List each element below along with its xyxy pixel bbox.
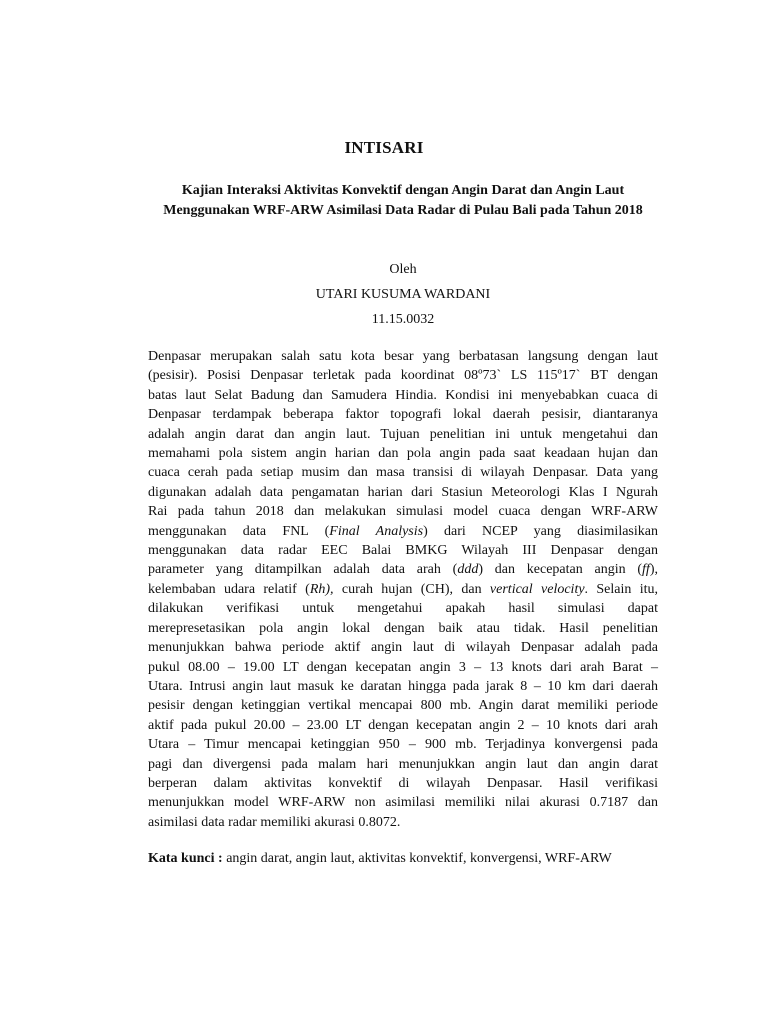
abstract-line bbox=[148, 580, 658, 599]
abstract-text: curah hujan (CH), dan bbox=[333, 581, 490, 597]
abstract-body bbox=[148, 347, 658, 832]
abstract-text: menggunakan data FNL ( bbox=[148, 523, 330, 539]
italic-term: Final Analysis bbox=[329, 523, 424, 539]
abstract-line: Denpasar merupakan salah satu kota besar yang berbatasan langsung dengan laut bbox=[148, 349, 658, 364]
abstract-line: cuaca cerah pada setiap musim dan masa transisi di wilayah Denpasar. Data yang bbox=[148, 465, 658, 481]
italic-term: vertical velocity bbox=[489, 581, 585, 597]
abstract-line: berperan dalam aktivitas konvektif di wilayah Denpasar. Hasil verifikasi bbox=[148, 775, 658, 791]
thesis-title: Kajian Interaksi Aktivitas Konvektif dengan Angin Darat dan Angin Laut Menggunakan WRF-ARW Asimilasi Data Radar di Pulau Bali pada Tahun 2018 bbox=[163, 183, 643, 218]
abstract-line: pesisir dengan ketinggian vertikal mencapai 800 mb. Angin darat memiliki periode bbox=[148, 698, 658, 714]
abstract-line: Utara – Timur mencapai ketinggian 950 – 900 mb. Terjadinya konvergensi pada bbox=[148, 737, 658, 753]
abstract-line: pukul 08.00 – 19.00 LT dengan kecepatan angin 3 – 13 knots dari arah Barat – bbox=[148, 659, 658, 675]
abstract-line: (pesisir). Posisi Denpasar terletak pada koordinat 08º73` LS 115º17` BT dengan bbox=[148, 368, 658, 384]
abstract-line: memahami pola sistem angin harian dan pola angin pada saat keadaan hujan dan bbox=[148, 446, 658, 462]
author-name: UTARI KUSUMA WARDANI bbox=[315, 287, 491, 302]
keywords-label: Kata kunci : bbox=[148, 851, 223, 866]
abstract-line: Denpasar terdampak beberapa faktor topografi lokal daerah pesisir, diantaranya bbox=[148, 407, 658, 423]
abstract-line: asimilasi data radar memiliki akurasi 0.8072. bbox=[148, 814, 401, 830]
italic-term: ddd bbox=[457, 562, 479, 578]
abstract-line bbox=[148, 560, 658, 579]
page-title: INTISARI bbox=[344, 138, 424, 157]
abstract-line: menggunakan data radar EEC Balai BMKG Wilayah III Denpasar dengan bbox=[148, 543, 658, 559]
keywords-text: angin darat, angin laut, aktivitas konvektif, konvergensi, WRF-ARW bbox=[222, 851, 612, 866]
abstract-line: pagi dan divergensi pada malam hari menunjukkan angin laut dan angin darat bbox=[148, 756, 658, 772]
abstract-line bbox=[148, 522, 658, 541]
abstract-line: merepresetasikan pola angin lokal dengan baik atau tidak. Hasil penelitian bbox=[148, 620, 658, 636]
abstract-line: menunjukkan model WRF-ARW non asimilasi memiliki nilai akurasi 0.7187 dan bbox=[148, 795, 658, 811]
abstract-text: kelembaban udara relatif ( bbox=[148, 581, 310, 597]
student-id: 11.15.0032 bbox=[371, 312, 435, 327]
abstract-text: ), bbox=[649, 562, 658, 578]
abstract-line: aktif pada pukul 20.00 – 23.00 LT dengan kecepatan angin 2 – 10 knots dari arah bbox=[148, 717, 658, 733]
italic-term: Rh), bbox=[309, 581, 334, 597]
abstract-text: ) dari NCEP yang diasimilasikan bbox=[423, 523, 658, 539]
by-label: Oleh bbox=[389, 262, 417, 277]
abstract-line: adalah angin darat dan angin laut. Tujuan penelitian ini untuk mengetahui dan bbox=[148, 426, 658, 442]
abstract-text: parameter yang ditampilkan adalah data arah ( bbox=[148, 562, 458, 578]
abstract-line: Utara. Intrusi angin laut masuk ke daratan hingga pada jarak 8 – 10 km dari daerah bbox=[148, 678, 658, 694]
abstract-line: digunakan adalah data pengamatan harian dari Stasiun Meteorologi Klas I Ngurah bbox=[148, 484, 658, 500]
abstract-line: menunjukkan bahwa periode aktif angin laut di wilayah Denpasar adalah pada bbox=[148, 640, 658, 656]
italic-term: ff bbox=[642, 562, 650, 578]
abstract-line: Rai pada tahun 2018 dan melakukan simulasi model cuaca dengan WRF-ARW bbox=[148, 504, 658, 520]
abstract-text: ) dan kecepatan angin ( bbox=[478, 562, 643, 578]
abstract-line: batas laut Selat Badung dan Samudera Hindia. Kondisi ini menyebabkan cuaca di bbox=[148, 387, 658, 403]
abstract-line: dilakukan verifikasi untuk mengetahui apakah hasil simulasi dapat bbox=[148, 601, 658, 617]
abstract-text: . Selain itu, bbox=[584, 581, 658, 597]
keywords bbox=[148, 851, 668, 867]
